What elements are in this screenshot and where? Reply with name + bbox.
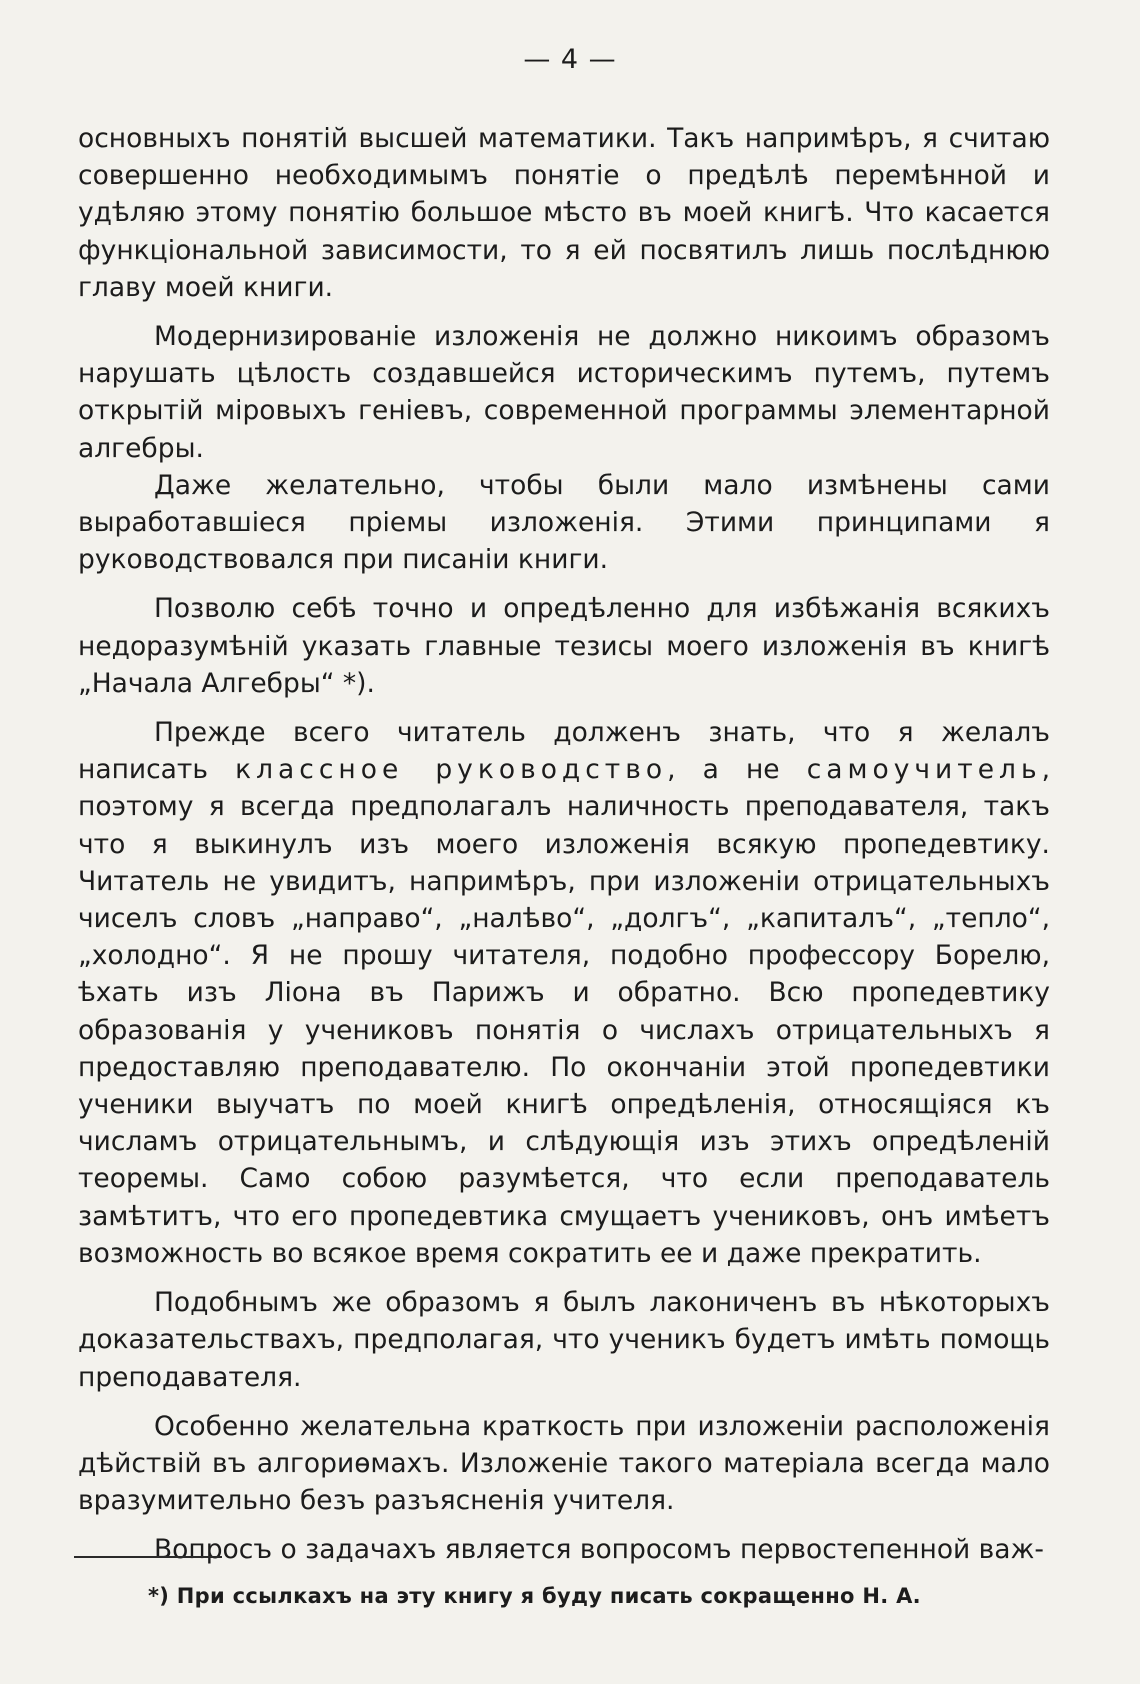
page-number: — 4 — (523, 44, 617, 75)
paragraph-text: , поэтому я всегда предполагалъ наличность преподавателя, такъ что я выкинулъ изъ моего изложенія всякую пропедевтику. Читатель не увидитъ, напримѣръ, при изложеніи отрицательныхъ чиселъ словъ „направо“, „налѣво“, „долгъ“, „капиталъ“, „тепло“, „холодно“. Я не прошу читателя, подобно профессору Борелю, ѣхать изъ Ліона въ Парижъ и обратно. Всю пропедевтику образованія у учениковъ понятія о числахъ отрицательныхъ я предоставляю преподавателю. По окончаніи этой пропедевтики ученики выучатъ по моей книгѣ опредѣленія, относящіяся къ числамъ отрицательнымъ, и слѣдующія изъ этихъ опредѣленій теоремы. Само собою разумѣется, что если преподаватель замѣтитъ, что его пропедевтика смущаетъ учениковъ, онъ имѣетъ возможность во всякое время сократить ее и даже прекратить. (78, 754, 1050, 1269)
paragraph-problems: Вопросъ о задачахъ является вопросомъ первостепенной важ- (154, 1534, 1044, 1566)
paragraph-modernization: Модернизированіе изложенія не должно никоимъ образомъ нарушать цѣлость создавшейся историческимъ путемъ, путемъ открытій міровыхъ геніевъ, современной программы элементарной алгебры. (78, 321, 1050, 464)
body-text (78, 120, 1050, 1581)
paragraph-methods: Даже желательно, чтобы были мало измѣнены сами выработавшіеся пріемы изложенія. Этими принципами я руководствовался при писаніи книги. (78, 469, 1050, 576)
paragraph-theses: Позволю себѣ точно и опредѣленно для избѣжанія всякихъ недоразумѣній указать главные тезисы моего изложенія въ книгѣ „Начала Алгебры“ *). (78, 593, 1050, 699)
paragraph-continuation: основныхъ понятій высшей математики. Такъ напримѣръ, я считаю совершенно необходимымъ понятіе о предѣлѣ перемѣнной и удѣляю этому понятію большое мѣсто въ моей книгѣ. Что касается функціональной зависимости, то я ей посвятилъ лишь послѣднюю главу моей книги. (78, 123, 1050, 303)
paragraph-text: , а не (667, 754, 807, 786)
paragraph-classroom-guide (78, 714, 1050, 1272)
footnote: *) При ссылкахъ на эту книгу я буду писать сокращенно Н. А. (148, 1584, 921, 1608)
spaced-emphasis: классное руководство (235, 754, 668, 786)
footnote-divider (74, 1556, 222, 1558)
spaced-emphasis: самоучитель (806, 754, 1042, 786)
paragraph-laconic: Подобнымъ же образомъ я былъ лакониченъ въ нѣкоторыхъ доказательствахъ, предполагая, что ученикъ будетъ имѣть помощь преподавателя. (78, 1287, 1050, 1393)
paragraph-brevity: Особенно желательна краткость при изложеніи расположенія дѣйствій въ алгориѳмахъ. Изложеніе такого матеріала всегда мало вразумительно безъ разъясненія учителя. (78, 1410, 1050, 1517)
paragraph-text: Прежде всего читатель долженъ знать, что я желалъ написать (78, 717, 1050, 786)
